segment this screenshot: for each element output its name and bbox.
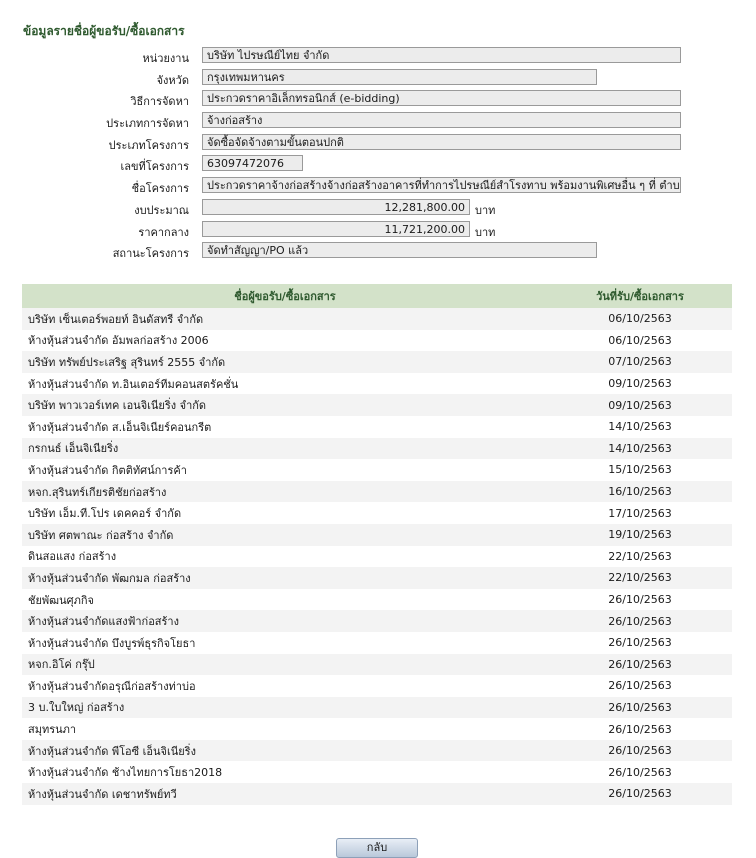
recipient-name: ห้างหุ้นส่วนจำกัดอรุณีก่อสร้างท่าบ่อ [28, 679, 196, 693]
field-procurement-method [0, 89, 756, 111]
recipient-name: สมุทรนภา [28, 723, 77, 737]
field-project-name [0, 176, 756, 198]
field-procurement-type [0, 111, 756, 133]
field-label: เลขที่โครงการ [120, 160, 189, 174]
recipient-name: ห้างหุ้นส่วนจำกัด ช้างไทยการโยธา2018 [28, 766, 223, 780]
column-header-date: วันที่รับ/ซื้อเอกสาร [548, 284, 732, 308]
field-label: หน่วยงาน [142, 52, 189, 65]
table-header-row [22, 284, 732, 308]
field-budget [0, 198, 756, 220]
received-date: 26/10/2563 [608, 765, 672, 779]
procurement-type-value: จ้างก่อสร้าง [202, 112, 681, 128]
field-project-status [0, 241, 756, 263]
table-row [22, 481, 732, 503]
table-row [22, 351, 732, 373]
recipient-name: ห้างหุ้นส่วนจำกัด เดชาทรัพย์ทวี [22, 783, 548, 805]
field-agency [0, 46, 756, 68]
table-row [22, 718, 732, 740]
received-date: 16/10/2563 [548, 481, 732, 503]
table-row [22, 740, 732, 762]
table-row [22, 546, 732, 568]
received-date: 26/10/2563 [608, 593, 672, 607]
table-row [22, 524, 732, 546]
field-label: ประเภทโครงการ [108, 138, 189, 152]
field-project-number [0, 154, 756, 176]
received-date: 09/10/2563 [608, 377, 672, 391]
field-label: ประเภทการจัดหา [106, 117, 189, 131]
received-date: 26/10/2563 [548, 783, 732, 805]
received-date: 09/10/2563 [548, 394, 732, 416]
table-row [22, 330, 732, 352]
recipient-name: บริษัท ศตพาณะ ก่อสร้าง จำกัด [22, 524, 548, 546]
table-row [22, 373, 732, 395]
table-row [22, 394, 732, 416]
recipient-name: ห้างหุ้นส่วนจำกัด กิตติทัศน์การค้า [28, 463, 187, 477]
agency-value: บริษัท ไปรษณีย์ไทย จำกัด [202, 47, 681, 63]
recipient-name: ห้างหุ้นส่วนจำกัด บึงบูรพ์ธุรกิจโยธา [28, 636, 196, 650]
received-date: 06/10/2563 [608, 333, 672, 347]
table-body [22, 308, 732, 805]
table-row [22, 589, 732, 611]
project-info-form [0, 46, 756, 263]
received-date: 22/10/2563 [608, 549, 672, 563]
table-row [22, 697, 732, 719]
back-button[interactable]: กลับ [336, 838, 418, 858]
project-status-value: จัดทำสัญญา/PO แล้ว [202, 242, 597, 258]
recipient-name: หจก.สุรินทร์เกียรติชัยก่อสร้าง [22, 481, 548, 503]
received-date: 26/10/2563 [548, 610, 732, 632]
received-date: 19/10/2563 [548, 524, 732, 546]
received-date: 15/10/2563 [608, 463, 672, 477]
received-date: 14/10/2563 [548, 438, 732, 460]
field-label: ราคากลาง [138, 225, 189, 239]
recipient-name: ห้างหุ้นส่วนจำกัด อัมพลก่อสร้าง 2006 [28, 334, 209, 348]
recipient-name: ห้างหุ้นส่วนจำกัดแสงฟ้าก่อสร้าง [22, 610, 548, 632]
province-value: กรุงเทพมหานคร [202, 69, 597, 85]
table-row [22, 308, 732, 330]
recipient-name: กรกนธ์ เอ็นจิเนียริ่ง [22, 438, 548, 460]
recipient-name: ชัยพัฒนศุภกิจ [28, 593, 94, 607]
field-median-price [0, 220, 756, 242]
recipient-name: หจก.อิโค่ กรุ๊ป [22, 654, 548, 676]
section-title: ข้อมูลรายชื่อผู้ขอรับ/ซื้อเอกสาร [23, 24, 185, 38]
received-date: 22/10/2563 [548, 567, 732, 589]
table-row [22, 610, 732, 632]
field-label: จังหวัด [156, 73, 189, 87]
field-label: สถานะโครงการ [112, 247, 189, 261]
table-row [22, 567, 732, 589]
recipient-name: ห้างหุ้นส่วนจำกัด พัฒกมล ก่อสร้าง [22, 567, 548, 589]
procurement-method-value: ประกวดราคาอิเล็กทรอนิกส์ (e-bidding) [202, 90, 681, 106]
received-date: 26/10/2563 [548, 697, 732, 719]
recipients-table [22, 284, 732, 805]
recipient-name: ดินสอแสง ก่อสร้าง [28, 550, 117, 564]
received-date: 26/10/2563 [548, 654, 732, 676]
received-date: 17/10/2563 [608, 506, 672, 520]
received-date: 26/10/2563 [548, 740, 732, 762]
received-date: 26/10/2563 [608, 679, 672, 693]
budget-value: 12,281,800.00 [202, 199, 470, 215]
received-date: 26/10/2563 [608, 636, 672, 650]
recipient-name: บริษัท เอ็ม.ที.โปร เดคคอร์ จำกัด [28, 507, 182, 521]
field-label: ชื่อโครงการ [131, 182, 189, 196]
median-price-unit: บาท [475, 225, 496, 239]
table-row [22, 459, 732, 481]
table-row [22, 632, 732, 654]
recipient-name: 3 บ.ใบใหญ่ ก่อสร้าง [22, 697, 548, 719]
median-price-value: 11,721,200.00 [202, 221, 470, 237]
project-number-value: 63097472076 [202, 155, 303, 171]
recipient-name: บริษัท เซ็นเตอร์พอยท์ อินดัสทรี จำกัด [22, 308, 548, 330]
received-date: 26/10/2563 [608, 722, 672, 736]
received-date: 06/10/2563 [548, 308, 732, 330]
field-label: วิธีการจัดหา [130, 95, 189, 109]
recipient-name: ห้างหุ้นส่วนจำกัด ท.อินเตอร์ทีมคอนสตรัคชั่น [28, 377, 239, 391]
received-date: 14/10/2563 [608, 420, 672, 434]
table-row [22, 654, 732, 676]
field-province [0, 68, 756, 90]
recipient-name: ห้างหุ้นส่วนจำกัด พีโอซี เอ็นจิเนียริ่ง [22, 740, 548, 762]
budget-unit: บาท [475, 203, 496, 217]
recipient-name: ห้างหุ้นส่วนจำกัด ส.เอ็นจิเนียร์คอนกรีต [28, 420, 212, 434]
column-header-name: ชื่อผู้ขอรับ/ซื้อเอกสาร [22, 284, 548, 308]
recipient-name: บริษัท ทรัพย์ประเสริฐ สุรินทร์ 2555 จำกัด [22, 351, 548, 373]
recipient-name: บริษัท พาวเวอร์เทค เอนจิเนียริ่ง จำกัด [22, 394, 548, 416]
received-date: 07/10/2563 [548, 351, 732, 373]
project-type-value: จัดซื้อจัดจ้างตามขั้นตอนปกติ [202, 134, 681, 150]
table-row [22, 675, 732, 697]
field-project-type [0, 133, 756, 155]
table-row [22, 438, 732, 460]
table-row [22, 761, 732, 783]
field-label: งบประมาณ [134, 203, 189, 217]
table-row [22, 783, 732, 805]
table-row [22, 502, 732, 524]
table-row [22, 416, 732, 438]
project-name-value: ประกวดราคาจ้างก่อสร้างจ้างก่อสร้างอาคารที่ทำการไปรษณีย์สำโรงทาบ พร้อมงานพิเศษอื่น ๆ ที่ ตำบ [202, 177, 681, 193]
